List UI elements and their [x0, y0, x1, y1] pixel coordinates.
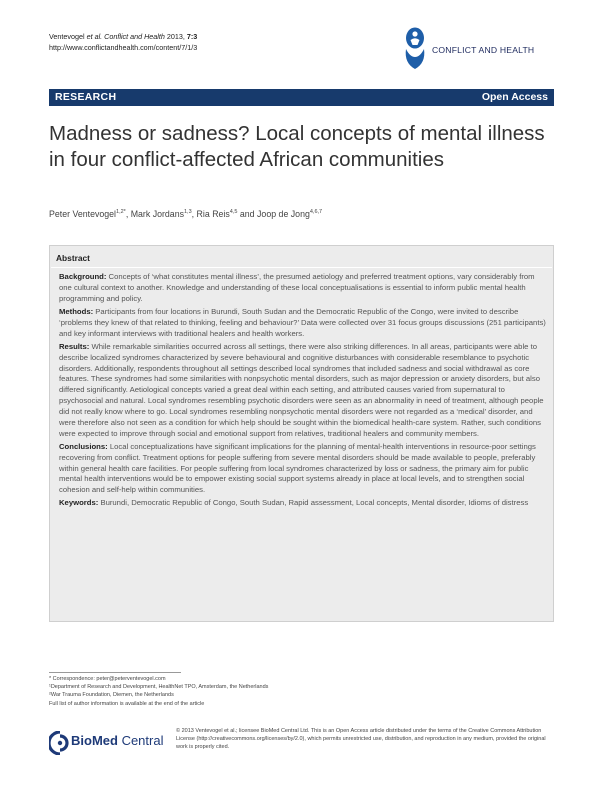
abstract-conclusions	[59, 442, 546, 496]
abstract-heading: Abstract	[56, 253, 90, 263]
section-label: Background:	[59, 272, 107, 281]
publisher-central: Central	[117, 733, 164, 748]
section-label: Conclusions:	[59, 441, 108, 451]
footnote-rule	[49, 672, 181, 673]
author-name[interactable]: Ria Reis	[196, 209, 230, 219]
author-separator: ,	[125, 209, 131, 219]
publisher-med: Med	[91, 733, 118, 748]
section-text: While remarkable similarities occurred across all settings, there were also striking differences. In all areas, participants were able to describe localized syndromes characterized by severe behavioural and cognitive disturbances with considerable resemblance to psychotic disorders. Additionally, respondents throughout all settings described local syndromes that included sadness and social withdrawal as core features. These syndromes had some similarities with nonpsychotic mental disorders, such as major depression or anxiety disorders, but also differed significantly. Aetiological concepts varied a great deal within each setting, and attributed causes varied from supernatural to psychosocial and natural. Local syndromes resembling psychotic disorders were seen as an abnormality in need of treatment, although people did not really know where to go. Local syndromes resembling nonpsychotic mental disorders were not regarded as a ‘medical’ disorder, and were therefore also not seen as a condition for which help should be sought within the biomedical health-care system. Rather, such conditions were expected to improve through social and emotional support from relatives, traditional healers and community members.	[59, 341, 544, 438]
publisher-name	[71, 733, 163, 748]
author-name[interactable]: Peter Ventevogel	[49, 209, 117, 219]
license-text: © 2013 Ventevogel et al.; licensee BioMed Central Ltd. This is an Open Access article distributed under the terms of the Creative Commons Attribution License (http://creativecommons.org/licenses/by/2.0), which permits unrestricted use, distribution, and reproduction in any medium, provided the original work is properly cited.	[176, 728, 546, 751]
section-text: Burundi, Democratic Republic of Congo, South Sudan, Rapid assessment, Local concepts, Mental disorder, Idioms of distress	[98, 498, 529, 508]
author-separator: and	[237, 209, 258, 219]
running-header	[49, 31, 197, 53]
journal-name: CONFLICT AND HEALTH	[432, 45, 535, 55]
publisher-bio: Bio	[71, 733, 92, 748]
article-title: Madness or sadness? Local concepts of mental illness in four conflict-affected African communities	[49, 122, 545, 171]
section-text: Concepts of ‘what constitutes mental illness’, the presumed aetiology and preferred treatment options, vary considerably from one cultural context to another. Knowledge and understanding of these local conceptualisations is essential to inform public mental health programming and policy.	[59, 272, 535, 303]
abstract-box	[49, 245, 554, 622]
biomed-central-logo-icon	[49, 731, 71, 755]
author-list	[49, 209, 322, 219]
section-label: Results:	[59, 341, 90, 351]
author-affiliation: 1,3	[184, 209, 192, 216]
abstract-background	[59, 272, 546, 305]
abstract-body	[59, 272, 546, 512]
affiliation-note: ¹Department of Research and Development, HealthNet TPO, Amsterdam, the Netherlands	[49, 684, 269, 691]
section-text: Participants from four locations in Burundi, South Sudan and the Democratic Republic of the Congo, were invited to describe ‘problems they knew of that related to thinking, feeling and behaviour?’ Data were collected over 31 focus groups discussions (251 participants) and key informant interviews with traditional healers and health workers.	[59, 306, 546, 338]
citation-author: Ventevogel	[49, 32, 87, 41]
author-affiliation: 1,2*	[116, 209, 126, 216]
abstract-results	[59, 342, 546, 440]
citation-year: 2013,	[164, 32, 187, 41]
author-name[interactable]: Mark Jordans	[130, 209, 184, 219]
citation-volume: 7:3	[186, 32, 198, 41]
citation-etal: et al.	[86, 32, 103, 41]
citation-journal: Conflict and Health	[102, 32, 165, 41]
article-type: RESEARCH	[55, 91, 117, 103]
article-url[interactable]: http://www.conflictandhealth.com/content/7/1/3	[49, 43, 198, 52]
abstract-methods	[59, 307, 546, 340]
correspondence-note: * Correspondence: peter@peterventevogel.com	[49, 676, 166, 682]
author-affiliation: 4,5	[229, 209, 238, 216]
section-text: Local conceptualizations have significant implications for the planning of mental-health interventions in resource-poor settings recovering from conflict. Treatment options for people suffering from severe mental disorders should be made available to people, preferably within general health care facilities. For people suffering from local syndromes characterized by loss or sadness, the primary aim for public mental health interventions would be to empower existing social support systems already in place at local levels, and to strengthen social cohesion and self-help within communities.	[59, 441, 536, 495]
affiliation-note: ²War Trauma Foundation, Diemen, the Netherlands	[49, 692, 174, 699]
abstract-divider	[51, 267, 552, 268]
author-info-note: Full list of author information is available at the end of the article	[49, 700, 205, 707]
citation-line	[49, 31, 197, 42]
footnotes	[49, 675, 349, 708]
author-separator: ,	[191, 209, 197, 219]
section-label: Methods:	[59, 306, 94, 316]
article-type-bar	[49, 89, 554, 106]
open-access-label: Open Access	[481, 91, 548, 103]
abstract-keywords	[59, 498, 546, 509]
author-affiliation: 4,6,7	[309, 209, 323, 216]
journal-logo-icon	[400, 27, 430, 71]
author-name[interactable]: Joop de Jong	[257, 209, 310, 219]
section-label: Keywords:	[59, 498, 99, 508]
